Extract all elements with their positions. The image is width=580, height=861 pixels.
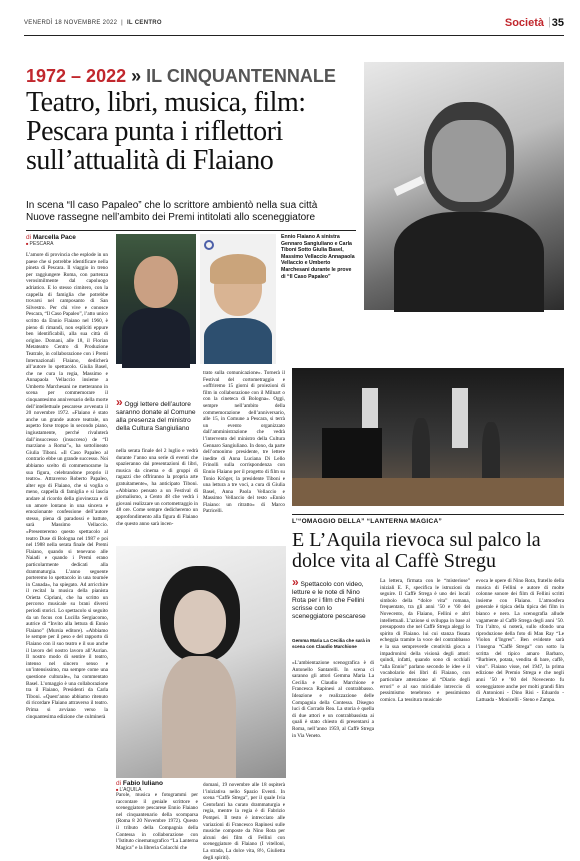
logo-mark-icon — [204, 240, 214, 250]
kicker-arrows: » — [131, 66, 142, 86]
article2-column-5 — [476, 578, 564, 798]
article2-caption — [292, 575, 374, 621]
sangiuliano-photo — [116, 234, 196, 364]
byline-author — [26, 234, 108, 241]
portrait-face-shape — [432, 120, 506, 202]
jacket-shape — [204, 318, 272, 364]
article-subtitle — [26, 200, 356, 224]
article1-col3-text: trato sulla comunicazione». Tornerà il Festival del cortometraggio e «offriremo 15 giorni di proiezioni di film in collaborazione con il Milnart o con la cineteca di Bologna». Oggi, sempre nell’ambito della commemorazione dell’anniversario, alle 15, in Comune a Pescara, si terrà un evento organizzato dall’amministrazione che vedrà l’intervento del ministro della Cultura Gennaro Sangiuliano. In dono, da parte dell’omonimo presidente, tre lettere inedite di Anna Luciana Di Lello Frinolli sulla corrispondenza con Ennio Flaiano per il progetto di film su Tonio Kröger, la presidente Tiboni e una lettura a tre voci, a cura di Giulia Basel, Anna Paola Vellaccio e Massimo Vellaccio del testo «Ennio Flaiano: un ritratto» di Marco Patricelli. — [203, 370, 285, 515]
cigarette-shape — [394, 176, 425, 196]
subtitle-line-2: Nuove rassegne nell’ambito dei Premi intitolati allo sceneggiatore — [26, 212, 316, 223]
article1-col2-text: nella serata finale del 2 luglio e vedrà durante l’anno una serie di eventi che spazieranno dai presentazioni di libri, musica da cinema e di gruppi di ragazzi che offriranno la propria arte gratuitamente», ha anticipato Tiboni. «Abbiamo pensato a un Festival di giornalismo, a Cento 48 che vedrà i giovani realizzare un cortometraggio in 48 ore. Come sempre dedicheremo un approfondimento alla figura di Flaiano che questo anno sarà incen- — [116, 448, 198, 527]
shoulders-shape — [162, 656, 236, 778]
kicker-years: 1972 – 2022 — [26, 66, 127, 86]
face-shape — [134, 256, 178, 308]
header-paper: IL CENTRO — [126, 20, 162, 26]
portrait-body-shape — [394, 212, 544, 312]
chevron-icon: » — [292, 575, 299, 589]
column-shape — [452, 388, 468, 448]
article2-col4-text: La lettera, firmata con le “misteriose” iniziali E. F., specifica le istruzioni da seguire. Il Caffè Strega è uno dei locali simbolo della “dolce vita” romana, frequentato, tra gli anni ’50 e ’60 del Novecento, da Flaiano, Fellini e altri intellettuali. L’azione si sviluppa in base al presupposto che nel Caffè Strega aleggi lo spirito di Flaiano. lui cui stanza fissata echeggia tramite la voce del contrabbasso e la sua sempreverde creatività gioca a impadronirsi della visionà degli attori: quindi, infatti, quando sono di occhiali “alla Ennio” parlano secondo le idee e il vocabolario dei libri di Flaiano, con particolare attenzione al “Diario degli errori” e al suo micidiale intreccio di pessimismo tenebroso e pessimismo comico. La tessitura musicale — [380, 578, 470, 703]
byline2-author — [116, 780, 198, 787]
ministro-caption — [116, 395, 198, 433]
article2-kicker: L’“OMAGGIO DELLA” “LANTERNA MAGICA” — [292, 518, 443, 525]
article2-col3-text: «L’ambientazione scenografica è di Antonello Santarelli. In scena ci saranno gli attori Gemma Maria La Cecilia e Claudio Marchione e Francesca Rapinesi al contrabbasso. Ideazione e realizzazione delle Compagnia della Contessa. Disegno luci di Corrado Rea. La storia è quella di due attori e un contrabbassista ai quali è stato chiesto di presentarsi a Roma, nell’anno 1959, al Caffè Strega in Via Veneto. — [292, 660, 374, 739]
page-number: 35 — [551, 17, 564, 29]
header-separator: | — [548, 16, 551, 28]
byline2-place: ■ L’AQUILA — [116, 787, 198, 793]
article1-col1-text: L’amore di provincia che esplode in un paese che si potrebbe identificare nella pineta di Pescara. Il viaggio in treno per raggiungere Roma, con partenza verosimilmente dal capoluogo adriatico. E lo stesso cimitero, con la cappella di famiglia che potrebbe trovarsi nel camposanto di San Silvestro. Per chi vive e conosce Pescara, “Il Caso Papaleo”, l’atto unico scritto da Ennio Flaiano nel 1960, è pieno di rimandi, non espliciti eppure ben identificabili, alla sua città di origine. Domani, alle 18, il Florian Metateatro Centro di Produzione Teatrale, in collaborazione con i Premi Internazionali Flaiano, dedicherà all’autore lo spettacolo. Giulia Basel, che ne cura la regia, Massimo e Annapaola Vellaccio insieme a Umberto Marchesani ne metteranno in scena per commemorare il cinquantesimo anniversario della morte dell’intellettuale pescarese avvenuta il 20 novembre 1972. «Flaiano è stato anche un grande autore teatrale, un aspetto forse troppo in secondo piano, ingiustamente, perché rivaluterà dall’insuccesso (insucceso) de “Il marziano a Roma”», ha sottolineato Giulia Tiboni. «Il Caso Papaleo al contrario ebbe un grande successo. Noi abbiamo scelto di commemorarne la sua figura, celebrandone proprio il teatro». Attraverso Roberto Papaleo, alter ego di Flaiano, che si voglia o meno, cappella di famiglia e si lascia andare al ricordo della giovinezza e di un amore lontano in una sincera e emozionante confessione dell’autore stesso, piena di paradossi e battute, sarà Massimo Vellaccio. «Presenteremo questo spettacolo al teatro Duse di Bologna nel 1987 e poi nel 1988 nella serata finale del Premi Flaiano, quando si tenevano alle Naiadi e quando i Premi erano particolarmente dedicati alla drammaturgia. L’anno seguente porteremo lo spettacolo in una tournée in Canada», ha spiegato. Ad arricchire il recital la musica della pianista Orietta Cipriani, che ha scritto un percorso musicale su brani diversi periodi storici. Lo spettacolo si seguito da un focus con Lucilla Sergiacomo, autrice di “Invito alla lettura di Ennio Flaiano” (Mursia editore). «Abbiamo le sempre per il peso e del rapporto di Flaiano con il suo teatro e il suo anche il lavoro del nostro lavoro all’Aurian. Il nostro modo di sentire il teatro, intenso nel sincero senso e un’intensissimo, ma sempre come una questione culturale», ha commentato Basel. L’omaggio è una collaborazione tra il Flaiano, Presidenti da Carla Tiboni. «Quest’anno abbiamo ritenuto di ricordare Flaiano attraverso il teatro. Prima si avviano verso la cinquantesima edizione che culminerà — [26, 252, 108, 720]
flaiano-photo — [364, 62, 564, 310]
article2-divider — [292, 514, 564, 515]
byline-1 — [26, 234, 108, 247]
piano-shape — [322, 428, 382, 478]
ministro-caption-text: Oggi lettere dell’autore saranno donate al Comune alla presenza del ministro della Cultura Sangiuliano — [116, 401, 196, 432]
photo-caption: Ennio Flaiano A sinistra Gennaro Sangiuliano e Carla Tiboni Sotto Giulia Basel, Massimo Vellaccio Annapaola Vellaccio e Umberto Marchesani durante le prove di “Il Caso Papaleo” — [281, 234, 355, 280]
stage-floor-shape — [292, 478, 564, 506]
kicker — [26, 66, 336, 87]
page-header — [24, 14, 564, 36]
author2-name: Fabio Iuliano — [122, 780, 163, 787]
author-name: Marcella Pace — [32, 234, 76, 241]
byline2-prefix: di — [116, 780, 122, 787]
hair-shape — [210, 254, 266, 284]
article1-column-3 — [203, 370, 285, 538]
article2-column-2 — [203, 782, 285, 861]
article2-column-4 — [380, 578, 470, 798]
article2-col5-text: evoca le opere di Nino Rota, fratello della musica di Fellini e autore di molte colonne sonore dei film di Fellini scritti insieme con Flaiano. L’atmosfera generale è tipica della tipica dei film in bianco e nero. La scenografia allude vagamente al Caffè Strega degli anni ’50. Tra l’altro, si noterà, sullo sfondo una riproduzione della foto di Man Ray “Le Violon d’Ingres”. Ben evidente sarà l’insegna “Caffè Strega” con sotto la scritta del tipico amaro Barbaro, “Barbiere, potata, vendita di bare, caffè, vino”. Flaiano visse, nel 1947, la prima edizione del Premio Strega e che negli anni ’50 e ’60 del Novecento fu sceneggiatore anche per molti grandi film di Antonioni - Dino Risi - Eduardo - Lattuada - Monicelli - Steno e Zampa. — [476, 578, 564, 703]
face-shape — [174, 590, 226, 654]
article-title: Teatro, libri, musica, film: Pescara punta i riflettori sull’attualità di Flaiano — [26, 87, 306, 176]
stage-photo — [292, 368, 564, 506]
subtitle-line-1: In scena “Il caso Papaleo” che lo scrittore ambientò nella sua città — [26, 200, 318, 211]
article1-column-1 — [26, 252, 108, 790]
suit-shape — [122, 308, 190, 368]
article2-photo-caption: Gemma Maria La Cecilia che sarà in scena con Claudio Marchione — [292, 638, 371, 649]
tiboni-photo — [200, 234, 276, 364]
header-date-paper: VENERDÌ 18 NOVEMBRE 2022 | IL CENTRO — [24, 20, 162, 26]
article2-title: E L’Aquila rievoca sul palco la dolce vita al Caffè Stregu — [292, 529, 541, 572]
lacecilia-photo — [116, 546, 286, 778]
kicker-label: IL CINQUANTENNALE — [146, 66, 336, 86]
title-divider — [26, 230, 356, 231]
byline-place: ■ PESCARA — [26, 241, 108, 247]
article2-column-1 — [116, 792, 198, 851]
article1-column-2 — [116, 448, 198, 538]
article2-col2-text: domani, 19 novembre alle 18 ospiterà l’iniziativa nello Spazio Eventi. In scena “Caffè Strega”, per il quale Ivia Centofanti ha curato drammaturgia e regia, mentre la regia è di Fabrizio Pompei. Il testo è intrecciato alle variazioni di Francesco Rapinesi sulle musiche composte da Nino Rota per alcuni dei film di Fellini con sceneggiature di Flaiano (I vitelloni, La strada, La dolce vita, 8½, Giulietta degli spiriti). — [203, 782, 285, 861]
section-name: Società — [504, 17, 544, 29]
byline-prefix: di — [26, 234, 32, 241]
chevron-icon: » — [116, 395, 123, 409]
article2-column-3 — [292, 660, 374, 798]
article2-col1-text: Parole, musica e fotogrammi per raccontare il geniale scrittore e sceneggiatore pescarese Ennio Flaiano nel cinquantenario della scomparsa (Roma 8 20 Novembre 1972). Questo il tributo della Compagnia della Contessa in collaborazione con l’Istituto cinematografico “La Lanterna Magica” e la libreria Colacchi che — [116, 792, 198, 851]
article2-caption-text: Spettacolo con video, letture e le note di Nino Rota per i film che Fellini scrisse con lo sceneggiatore pescarese — [292, 581, 366, 620]
header-date: VENERDÌ 18 NOVEMBRE 2022 — [24, 20, 118, 26]
